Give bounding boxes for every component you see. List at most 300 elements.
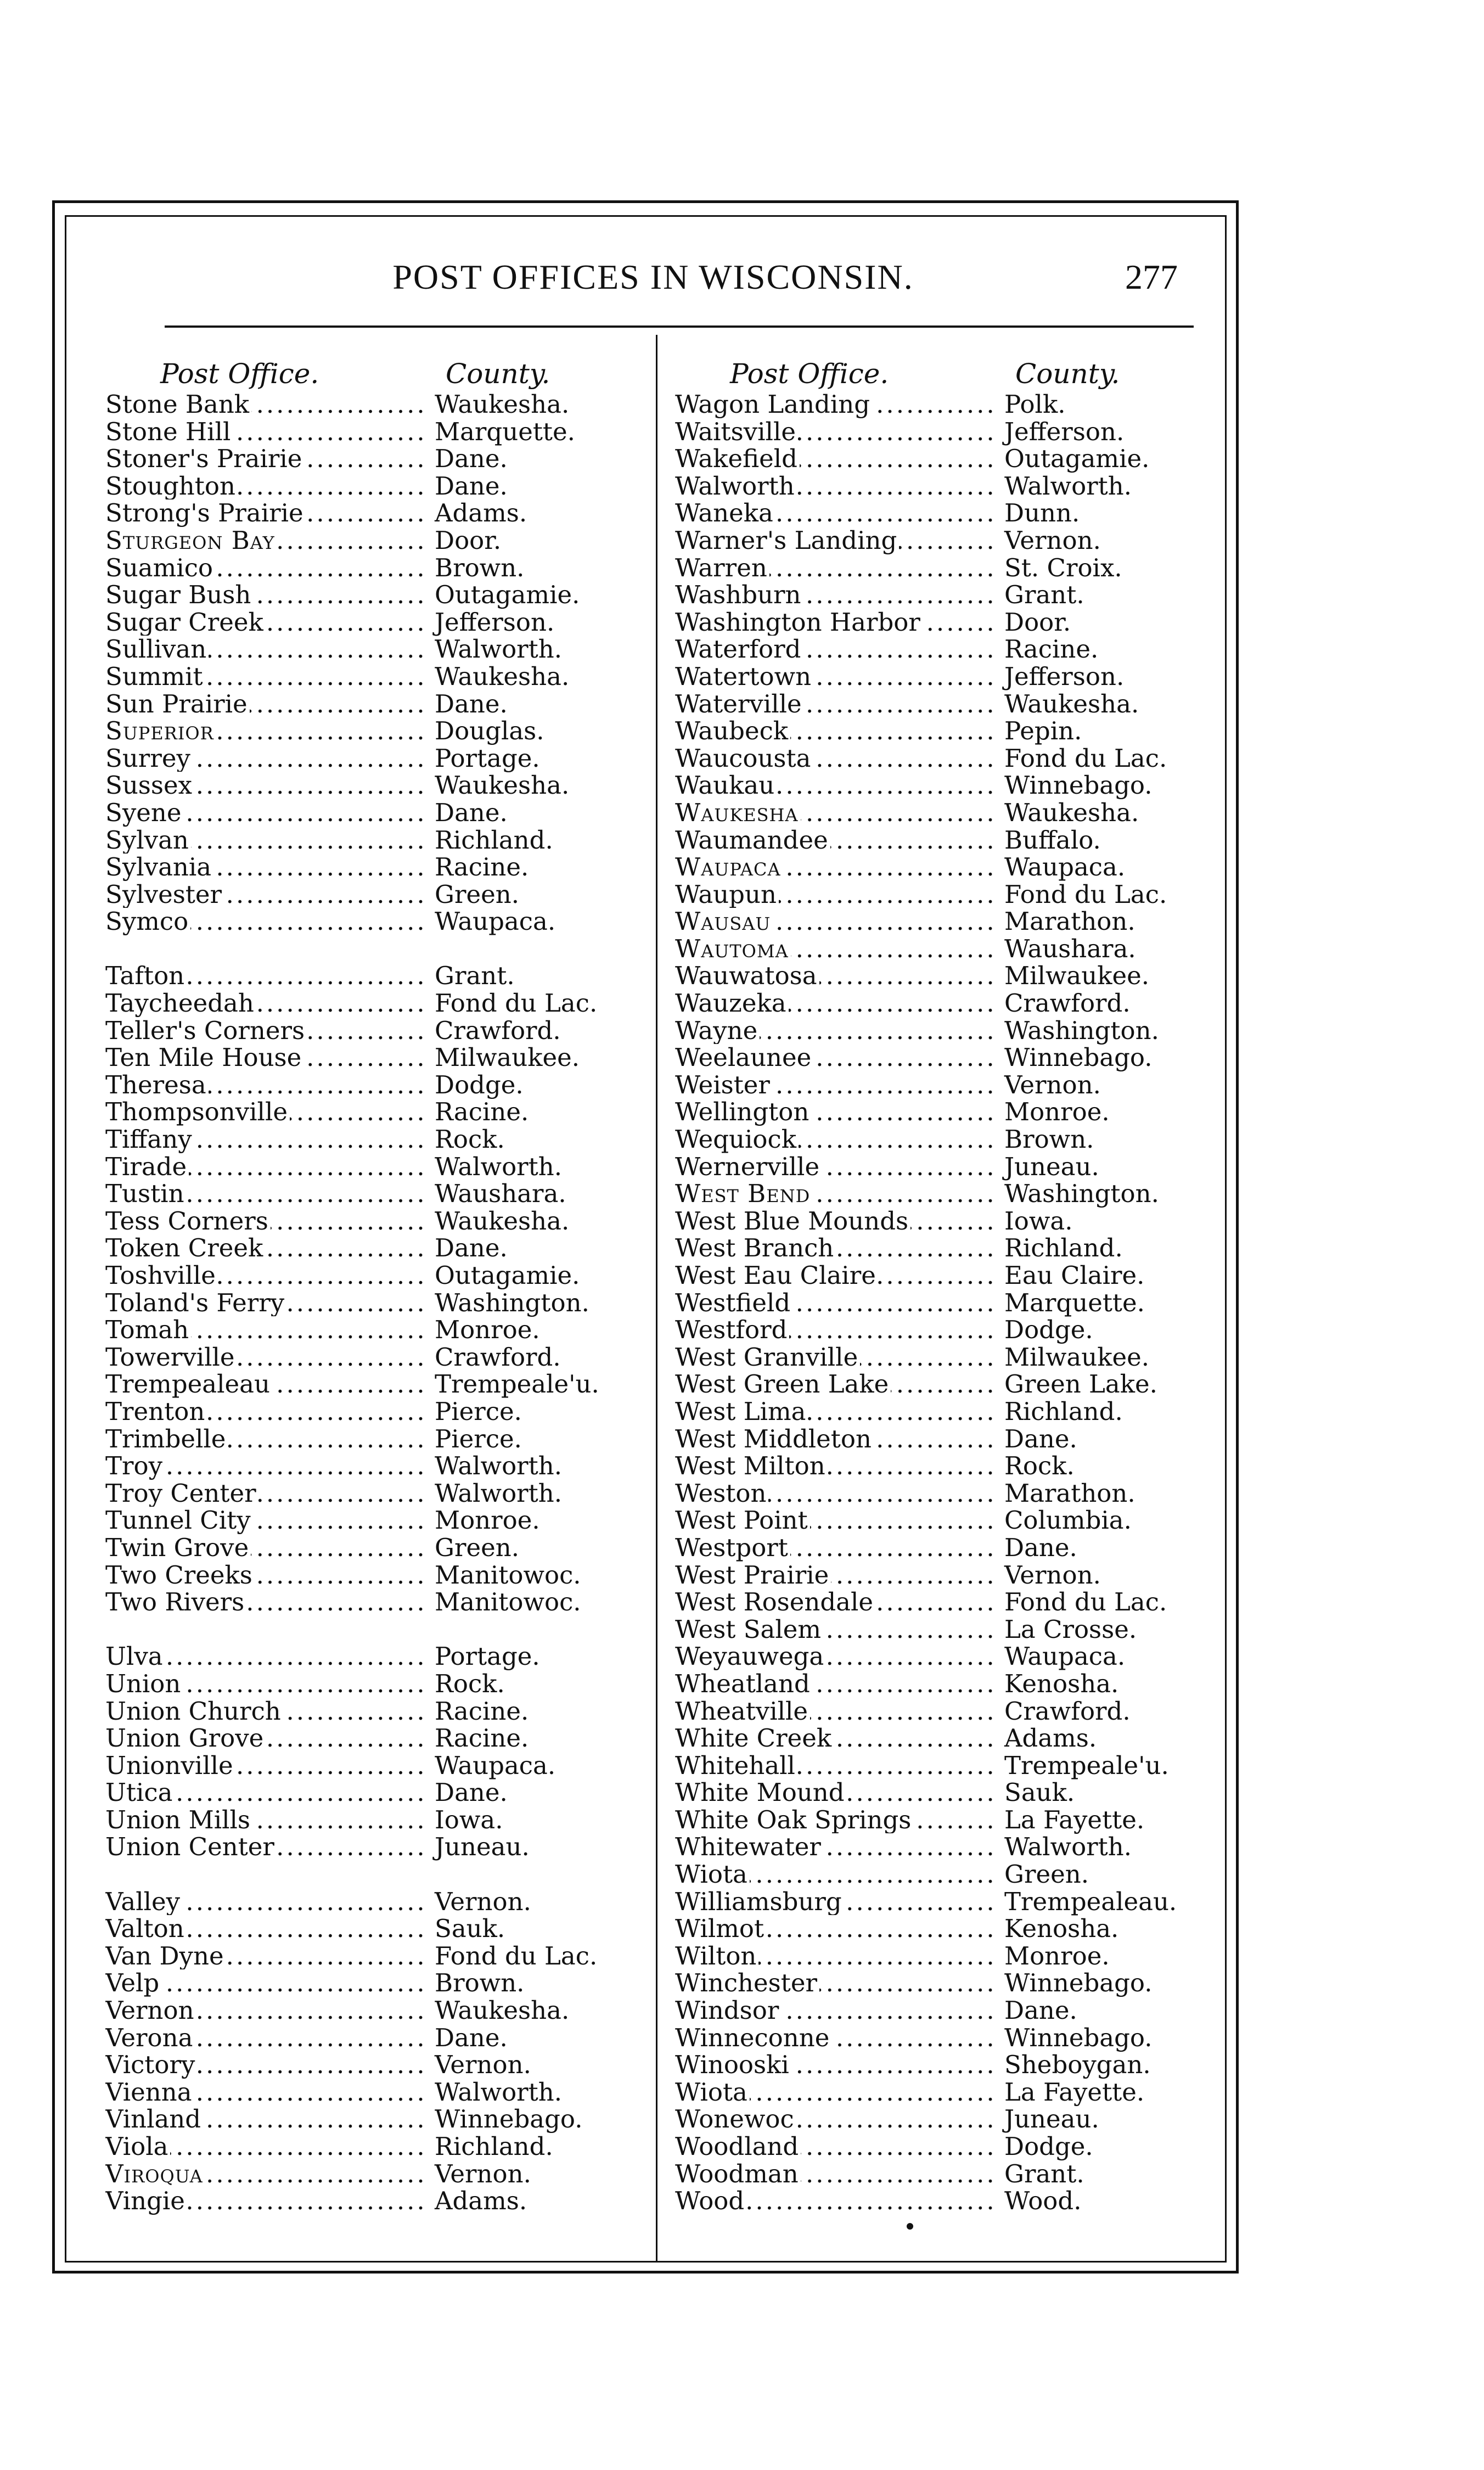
right-column (675, 357, 1276, 2215)
post-office-cell (675, 1779, 993, 1806)
table-row (675, 1425, 1276, 1453)
post-office-cell (105, 1752, 424, 1779)
table-row (675, 1752, 1276, 1779)
post-office-cell (675, 1562, 993, 1589)
post-office-name: Whitehall (675, 1752, 797, 1779)
post-office-name: West Lima (675, 1398, 808, 1425)
table-row (105, 1943, 706, 1970)
post-office-name: Tiffany (105, 1126, 194, 1153)
table-row (105, 691, 706, 718)
table-row (675, 1507, 1276, 1534)
county-name: Waushara. (1004, 934, 1136, 963)
table-row (105, 418, 706, 446)
county-name: Milwaukee. (1004, 961, 1150, 991)
post-office-cell (675, 2160, 993, 2188)
table-row (105, 854, 706, 881)
table-row (105, 1071, 706, 1099)
county-name: St. Croix. (1004, 553, 1122, 582)
table-row (675, 418, 1276, 446)
post-office-cell (675, 1126, 993, 1153)
post-office-name: Toland's Ferry (105, 1289, 286, 1317)
county-name: Richland. (1004, 1233, 1123, 1263)
post-office-name: Wautoma (675, 935, 791, 963)
post-office-name: Toshville (105, 1262, 218, 1289)
post-office-name: Viola (105, 2133, 170, 2160)
post-office-cell (105, 1017, 424, 1045)
table-row (105, 445, 706, 473)
post-office-name: Valton (105, 1915, 187, 1943)
table-row (105, 609, 706, 636)
county-name: Winnebago. (1004, 2023, 1153, 2052)
county-name: Grant. (1004, 580, 1084, 610)
post-office-cell (675, 609, 993, 636)
county-name: Douglas. (435, 716, 544, 746)
table-row (105, 1234, 706, 1262)
county-name: La Fayette. (1004, 2077, 1145, 2107)
post-office-cell (105, 391, 424, 418)
post-office-cell (675, 854, 993, 881)
post-office-cell (675, 908, 993, 935)
post-office-name: Wernerville (675, 1153, 822, 1181)
post-office-cell (105, 445, 424, 473)
table-row (675, 1153, 1276, 1181)
post-office-cell (675, 1534, 993, 1562)
post-office-name: West Green Lake (675, 1371, 891, 1398)
county-name: Walworth. (435, 2077, 563, 2107)
post-office-cell (105, 1234, 424, 1262)
table-row (675, 2187, 1276, 2215)
post-office-cell (675, 1425, 993, 1453)
post-office-cell (105, 1208, 424, 1235)
post-office-name: Superior (105, 717, 216, 745)
county-name: Walworth. (435, 1478, 563, 1508)
post-office-name: Van Dyne (105, 1943, 226, 1970)
table-row (675, 1316, 1276, 1344)
table-row (105, 1425, 706, 1453)
county-name: Door. (1004, 607, 1071, 637)
county-name: Waupaca. (1004, 852, 1126, 882)
county-name: Waukesha. (1004, 689, 1139, 718)
county-name: Waukesha. (435, 390, 570, 419)
post-office-cell (675, 1670, 993, 1698)
post-office-cell (675, 717, 993, 745)
post-office-name: West Granville (675, 1344, 860, 1371)
post-office-cell (105, 1425, 424, 1453)
post-office-name: White Mound (675, 1779, 847, 1806)
table-row (675, 2079, 1276, 2106)
footer-bullet (907, 2223, 913, 2230)
county-name: Outagamie. (1004, 444, 1150, 474)
post-office-cell (105, 1915, 424, 1943)
post-office-name: Wilton (675, 1943, 758, 1970)
post-office-name: Union Mills (105, 1806, 252, 1834)
county-name: Iowa. (435, 1805, 503, 1834)
post-office-cell (105, 1262, 424, 1289)
county-name: Adams. (435, 2186, 527, 2216)
post-office-name: Waukau (675, 772, 777, 799)
post-office-name: Wiota (675, 1861, 750, 1888)
post-office-name: Vinland (105, 2106, 203, 2133)
post-office-cell (675, 581, 993, 609)
table-row (105, 636, 706, 663)
post-office-cell (105, 527, 424, 554)
post-office-cell (105, 1480, 424, 1507)
county-name: Dane. (1004, 1996, 1077, 2025)
post-office-cell (105, 1643, 424, 1670)
county-name: Dane. (435, 689, 508, 718)
post-office-cell (675, 1316, 993, 1344)
county-name: Winnebago. (1004, 771, 1153, 800)
county-name: Vernon. (1004, 1070, 1101, 1099)
post-office-cell (675, 554, 993, 582)
county-name: Walworth. (435, 635, 563, 664)
table-row (105, 1915, 706, 1943)
county-name: Jefferson. (435, 607, 555, 637)
post-office-cell (675, 473, 993, 500)
post-office-name: Sussex (105, 772, 194, 799)
post-office-cell (105, 499, 424, 527)
county-name: Wood. (1004, 2186, 1082, 2216)
table-row (105, 1452, 706, 1480)
post-office-cell (105, 1398, 424, 1425)
post-office-cell (105, 1371, 424, 1398)
post-office-name: Summit (105, 663, 205, 691)
table-row (675, 881, 1276, 908)
post-office-cell (105, 2187, 424, 2215)
county-name: Trempeale'u. (1004, 1750, 1169, 1780)
table-row (105, 2160, 706, 2188)
table-row (675, 1943, 1276, 1970)
post-office-name: Trenton (105, 1398, 207, 1425)
post-office-name: White Oak Springs (675, 1806, 913, 1834)
post-office-name: Two Rivers (105, 1588, 246, 1616)
post-office-name: Winneconne (675, 2024, 831, 2052)
county-heading: County. (446, 358, 550, 390)
county-name: Racine. (435, 852, 529, 882)
post-office-cell (105, 2106, 424, 2133)
post-office-name: West Milton (675, 1452, 828, 1480)
county-name: Waushara. (435, 1179, 566, 1209)
table-row (105, 1806, 706, 1834)
post-office-name: Vienna (105, 2079, 194, 2106)
post-office-name: Wood (675, 2187, 746, 2215)
post-office-cell (675, 418, 993, 446)
post-office-name: Waupun (675, 881, 779, 908)
table-row (675, 1698, 1276, 1725)
county-name: Columbia. (1004, 1506, 1132, 1535)
county-name: Richland. (435, 825, 553, 855)
county-name: Racine. (435, 1097, 529, 1127)
post-office-name: Washburn (675, 581, 803, 609)
table-row (675, 990, 1276, 1017)
table-row (675, 1098, 1276, 1126)
post-office-cell (675, 1752, 993, 1779)
county-name: Juneau. (1004, 2104, 1099, 2134)
table-row (105, 2133, 706, 2160)
table-row (105, 1180, 706, 1208)
post-office-cell (675, 1507, 993, 1534)
table-row (675, 1180, 1276, 1208)
post-office-cell (105, 1888, 424, 1916)
post-office-name: Twin Grove (105, 1534, 251, 1562)
county-name: Fond du Lac. (1004, 879, 1167, 909)
county-name: Marquette. (435, 417, 575, 446)
county-name: Green. (435, 879, 520, 909)
table-row (675, 2133, 1276, 2160)
post-office-cell (105, 2160, 424, 2188)
post-office-cell (675, 2079, 993, 2106)
table-row (675, 1670, 1276, 1698)
table-row (105, 581, 706, 609)
county-name: Manitowoc. (435, 1587, 581, 1617)
post-office-name: Towerville (105, 1344, 237, 1371)
right-column-header (675, 357, 1276, 391)
county-name: Crawford. (435, 1015, 561, 1045)
post-office-cell (105, 1452, 424, 1480)
county-name: Polk. (1004, 390, 1066, 419)
table-row (675, 2160, 1276, 2188)
post-office-cell (105, 1316, 424, 1344)
county-name: Dodge. (435, 1070, 524, 1099)
post-office-name: Westfield (675, 1289, 792, 1317)
page-title: POST OFFICES IN WISCONSIN. (392, 257, 914, 296)
header-rule (165, 325, 1194, 328)
post-office-name: Weister (675, 1071, 772, 1099)
post-office-name: Waneka (675, 499, 775, 527)
county-name: Racine. (1004, 635, 1099, 664)
table-row (105, 799, 706, 827)
post-office-name: West Branch (675, 1234, 836, 1262)
table-row (105, 1289, 706, 1317)
post-office-name: West Blue Mounds (675, 1208, 910, 1235)
list-spacer (105, 1616, 706, 1643)
post-office-cell (105, 799, 424, 827)
post-office-cell (105, 1044, 424, 1071)
table-row (105, 2079, 706, 2106)
post-office-name: Woodland (675, 2133, 801, 2160)
table-row (105, 391, 706, 418)
post-office-cell (675, 1888, 993, 1916)
table-row (105, 1344, 706, 1371)
county-name: Waukesha. (435, 771, 570, 800)
post-office-name: Thompsonville (105, 1098, 290, 1126)
post-office-name: Wilmot (675, 1915, 766, 1943)
county-name: Vernon. (1004, 525, 1101, 555)
post-office-cell (105, 1588, 424, 1616)
post-office-name: Wheatland (675, 1670, 812, 1698)
post-office-name: Sturgeon Bay (105, 527, 277, 554)
table-row (675, 1071, 1276, 1099)
post-office-cell (105, 1725, 424, 1752)
county-name: Trempealeau. (1004, 1887, 1177, 1916)
post-office-cell (105, 2133, 424, 2160)
county-name: Monroe. (435, 1506, 540, 1535)
table-row (675, 636, 1276, 663)
county-name: Pepin. (1004, 716, 1082, 746)
table-row (675, 663, 1276, 691)
table-row (105, 745, 706, 772)
county-name: Dunn. (1004, 498, 1080, 528)
post-office-name: Trempealeau (105, 1371, 272, 1398)
post-office-name: Waucousta (675, 745, 813, 772)
post-office-cell (105, 418, 424, 446)
post-office-name: Wequiock (675, 1126, 799, 1153)
table-row (675, 908, 1276, 935)
left-list (105, 391, 706, 2215)
county-name: Waukesha. (435, 661, 570, 691)
table-row (105, 1752, 706, 1779)
county-name: Monroe. (1004, 1941, 1110, 1971)
post-office-name: Westport (675, 1534, 790, 1562)
post-office-cell (105, 554, 424, 582)
post-office-cell (105, 473, 424, 500)
county-name: Eau Claire. (1004, 1261, 1145, 1290)
post-office-name: White Creek (675, 1725, 834, 1752)
post-office-name: Sylvania (105, 854, 213, 881)
table-row (105, 990, 706, 1017)
table-row (105, 1480, 706, 1507)
post-office-name: Waumandee (675, 827, 830, 854)
county-name: Crawford. (435, 1342, 561, 1372)
post-office-name: Sylvester (105, 881, 224, 908)
county-name: Fond du Lac. (435, 989, 598, 1018)
county-name: Washington. (1004, 1015, 1159, 1045)
post-office-cell (675, 1588, 993, 1616)
post-office-cell (105, 1180, 424, 1208)
post-office-cell (675, 1643, 993, 1670)
table-row (105, 2106, 706, 2133)
post-office-name: Union (105, 1670, 183, 1698)
post-office-name: Union Grove (105, 1725, 266, 1752)
post-office-cell (675, 1698, 993, 1725)
post-office-name: Watertown (675, 663, 813, 691)
table-row (675, 1833, 1276, 1861)
table-row (105, 1316, 706, 1344)
post-office-cell (105, 1562, 424, 1589)
table-row (105, 1643, 706, 1670)
table-row (105, 1098, 706, 1126)
post-office-cell (675, 2051, 993, 2079)
table-row (105, 1398, 706, 1425)
county-name: Juneau. (435, 1832, 530, 1862)
county-name: Waupaca. (1004, 1642, 1126, 1671)
table-row (105, 2187, 706, 2215)
post-office-cell (105, 2051, 424, 2079)
table-row (675, 962, 1276, 990)
table-row (675, 1344, 1276, 1371)
county-name: Dane. (435, 444, 508, 474)
post-office-name: Symco (105, 908, 190, 935)
county-name: Iowa. (1004, 1206, 1073, 1236)
county-name: Sauk. (1004, 1778, 1075, 1807)
post-office-cell (105, 1969, 424, 1997)
list-spacer (105, 1861, 706, 1888)
post-office-name: Union Church (105, 1698, 283, 1725)
post-office-name: Walworth (675, 473, 797, 500)
table-row (675, 1044, 1276, 1071)
post-office-name: Unionville (105, 1752, 235, 1779)
table-row (675, 1262, 1276, 1289)
post-office-name: Syene (105, 799, 184, 827)
county-name: Dodge. (1004, 1315, 1093, 1345)
county-name: Green. (1004, 1860, 1089, 1889)
table-row (105, 908, 706, 935)
county-name: La Fayette. (1004, 1805, 1145, 1834)
table-row (675, 1452, 1276, 1480)
post-office-name: Woodman (675, 2160, 801, 2188)
table-row (675, 1234, 1276, 1262)
county-name: Kenosha. (1004, 1914, 1119, 1944)
left-column-header (105, 357, 706, 391)
post-office-cell (675, 1017, 993, 1045)
post-office-name: Tafton (105, 962, 187, 990)
county-name: Waukesha. (435, 1206, 570, 1236)
post-office-cell (105, 854, 424, 881)
post-office-name: Vernon (105, 1997, 196, 2024)
county-name: Fond du Lac. (1004, 1587, 1167, 1617)
post-office-name: Weston (675, 1480, 768, 1507)
table-row (675, 1017, 1276, 1045)
post-office-cell (105, 1670, 424, 1698)
county-name: Walworth. (435, 1451, 563, 1481)
post-office-cell (675, 1861, 993, 1888)
post-office-name: Tess Corners (105, 1208, 271, 1235)
post-office-cell (675, 827, 993, 854)
post-office-name: Warner's Landing (675, 527, 899, 554)
post-office-cell (105, 881, 424, 908)
county-name: Pierce. (435, 1424, 522, 1453)
table-row (105, 1779, 706, 1806)
post-office-cell (105, 1806, 424, 1834)
county-name: Portage. (435, 1642, 540, 1671)
post-office-cell (675, 1833, 993, 1861)
post-office-name: Waterford (675, 636, 803, 663)
post-office-name: Troy (105, 1452, 165, 1480)
post-office-name: Warren (675, 554, 769, 582)
post-office-name: Winchester (675, 1969, 819, 1997)
county-name: Waupaca. (435, 907, 556, 936)
post-office-name: Winooski (675, 2051, 791, 2079)
table-row (105, 1017, 706, 1045)
post-office-name: Waterville (675, 691, 804, 718)
post-office-name: Wagon Landing (675, 391, 872, 418)
post-office-cell (675, 663, 993, 691)
post-office-name: Tirade (105, 1153, 189, 1181)
post-office-name: Taycheedah (105, 990, 256, 1017)
table-row (675, 1779, 1276, 1806)
county-name: Richland. (1004, 1396, 1123, 1426)
county-name: Milwaukee. (435, 1043, 580, 1073)
county-name: Marathon. (1004, 1478, 1136, 1508)
table-row (675, 2051, 1276, 2079)
county-name: Buffalo. (1004, 825, 1101, 855)
post-office-name: Wheatville (675, 1698, 810, 1725)
post-office-name: Wauwatosa (675, 962, 819, 990)
post-office-name: Wauzeka (675, 990, 789, 1017)
post-office-cell (105, 691, 424, 718)
list-spacer (105, 935, 706, 963)
table-row (675, 1969, 1276, 1997)
county-name: Vernon. (435, 2050, 531, 2080)
post-office-cell (675, 636, 993, 663)
post-office-cell (675, 1071, 993, 1099)
county-name: Waukesha. (1004, 798, 1139, 827)
post-office-cell (105, 827, 424, 854)
post-office-name: Surrey (105, 745, 193, 772)
post-office-name: Vingie (105, 2187, 187, 2215)
post-office-cell (675, 1806, 993, 1834)
post-office-name: West Rosendale (675, 1588, 875, 1616)
